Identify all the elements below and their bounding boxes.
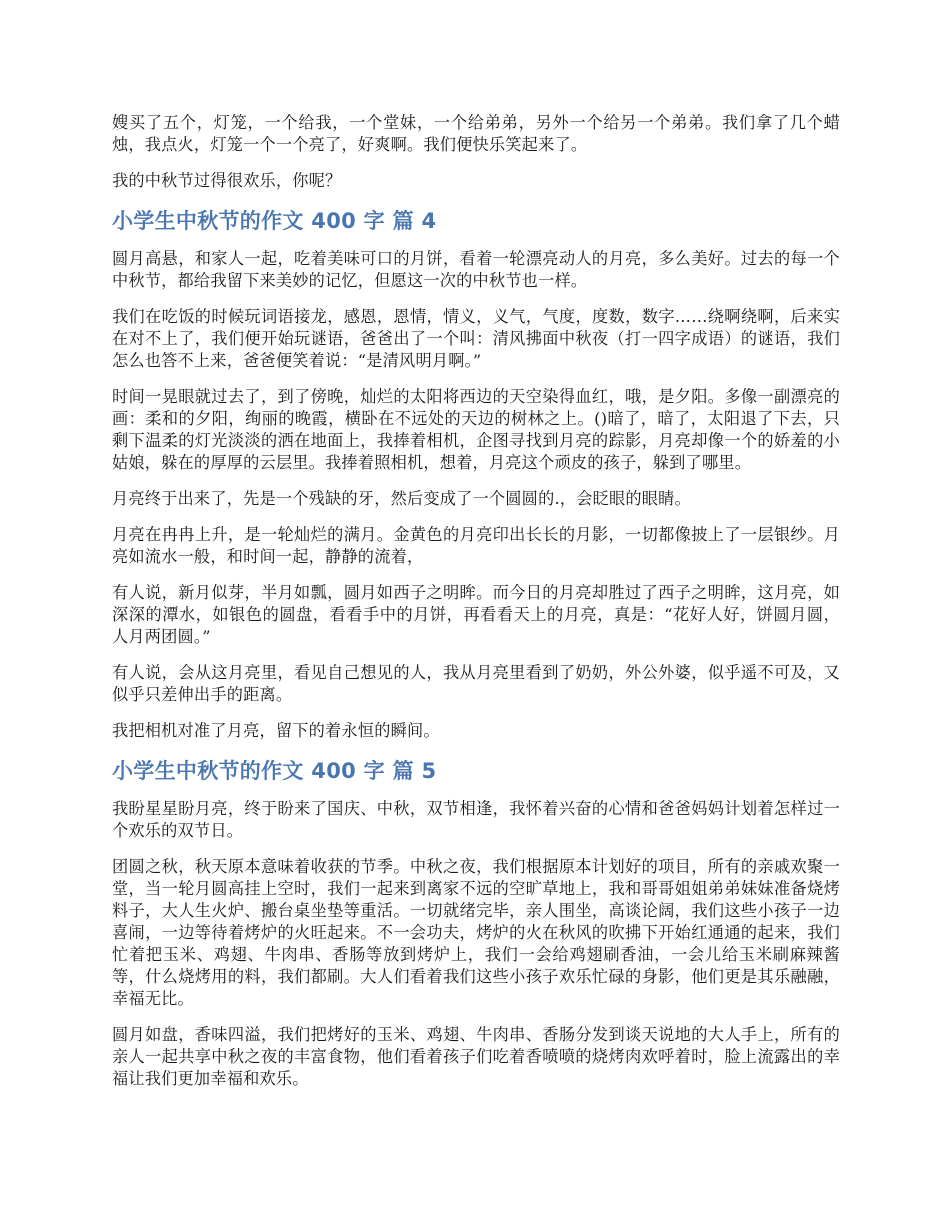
document-page xyxy=(112,112,840,1104)
paragraph: 我们在吃饭的时候玩词语接龙，感恩，恩情，情义，义气，气度，度数，数字……绕啊绕啊，后来实在对不上了，我们便开始玩谜语，爸爸出了一个叫：清风拂面中秋夜（打一四字成语）的谜语，我们怎么也答不上来，爸爸便笑着说：“是清风明月啊。” xyxy=(112,307,840,370)
paragraph: 有人说，新月似芽，半月如瓢，圆月如西子之明眸。而今日的月亮却胜过了西子之明眸，这月亮，如深深的潭水，如银色的圆盘，看看手中的月饼，再看看天上的月亮，真是：“花好人好，饼圆月圆，人月两团圆。” xyxy=(112,583,840,646)
paragraph: 团圆之秋，秋天原本意味着收获的节季。中秋之夜，我们根据原本计划好的项目，所有的亲戚欢聚一堂，当一轮月圆高挂上空时，我们一起来到离家不远的空旷草地上，我和哥哥姐姐弟弟妹妹准备烧烤料子，大人生火炉、搬台桌坐垫等重活。一切就绪完毕，亲人围坐，高谈论阔，我们这些小孩子一边喜闹，一边等待着烤炉的火旺起来。不一会功夫，烤炉的火在秋风的吹拂下开始红通通的起来，我们忙着把玉米、鸡翅、牛肉串、香肠等放到烤炉上，我们一会给鸡翅刷香油，一会儿给玉米刷麻辣酱等，什么烧烤用的料，我们都刷。大人们看着我们这些小孩子欢乐忙碌的身影，他们更是其乐融融，幸福无比。 xyxy=(112,857,840,1008)
paragraph: 我的中秋节过得很欢乐，你呢？ xyxy=(112,171,342,190)
paragraph: 嫂买了五个，灯笼，一个给我，一个堂妹，一个给弟弟，另外一个给另一个弟弟。我们拿了几个蜡烛，我点火，灯笼一个一个亮了，好爽啊。我们便快乐笑起来了。 xyxy=(112,113,840,154)
paragraph: 时间一晃眼就过去了，到了傍晚，灿烂的太阳将西边的天空染得血红，哦，是夕阳。多像一副漂亮的画：柔和的夕阳，绚丽的晚霞，横卧在不远处的天边的树林之上。()暗了，暗了，太阳退了下去，只剩下温柔的灯光淡淡的洒在地面上，我捧着相机，企图寻找到月亮的踪影，月亮却像一个的娇羞的小姑娘，躲在的厚厚的云层里。我捧着照相机，想着，月亮这个顽皮的孩子，躲到了哪里。 xyxy=(112,387,840,472)
paragraph: 圆月如盘，香味四溢，我们把烤好的玉米、鸡翅、牛肉串、香肠分发到谈天说地的大人手上，所有的亲人一起共享中秋之夜的丰富食物，他们看着孩子们吃着香喷喷的烧烤肉欢呼着时，脸上流露出的幸福让我们更加幸福和欢乐。 xyxy=(112,1025,840,1088)
paragraph: 我盼星星盼月亮，终于盼来了国庆、中秋，双节相逢，我怀着兴奋的心情和爸爸妈妈计划着怎样过一个欢乐的双节日。 xyxy=(112,799,840,840)
section-heading: 小学生中秋节的作文 400 字 篇 5 xyxy=(112,759,437,783)
paragraph: 月亮在冉冉上升，是一轮灿烂的满月。金黄色的月亮印出长长的月影，一切都像披上了一层银纱。月亮如流水一般，和时间一起，静静的流着， xyxy=(112,525,840,566)
paragraph: 月亮终于出来了，先是一个残缺的牙，然后变成了一个圆圆的.，会眨眼的眼睛。 xyxy=(112,489,691,508)
paragraph: 有人说，会从这月亮里，看见自己想见的人，我从月亮里看到了奶奶，外公外婆，似乎遥不可及，又似乎只差伸出手的距离。 xyxy=(112,663,840,704)
section-heading: 小学生中秋节的作文 400 字 篇 4 xyxy=(112,209,437,233)
paragraph: 我把相机对准了月亮，留下的着永恒的瞬间。 xyxy=(112,721,440,740)
paragraph: 圆月高悬，和家人一起，吃着美味可口的月饼，看着一轮漂亮动人的月亮，多么美好。过去的每一个中秋节，都给我留下来美妙的记忆，但愿这一次的中秋节也一样。 xyxy=(112,249,840,290)
